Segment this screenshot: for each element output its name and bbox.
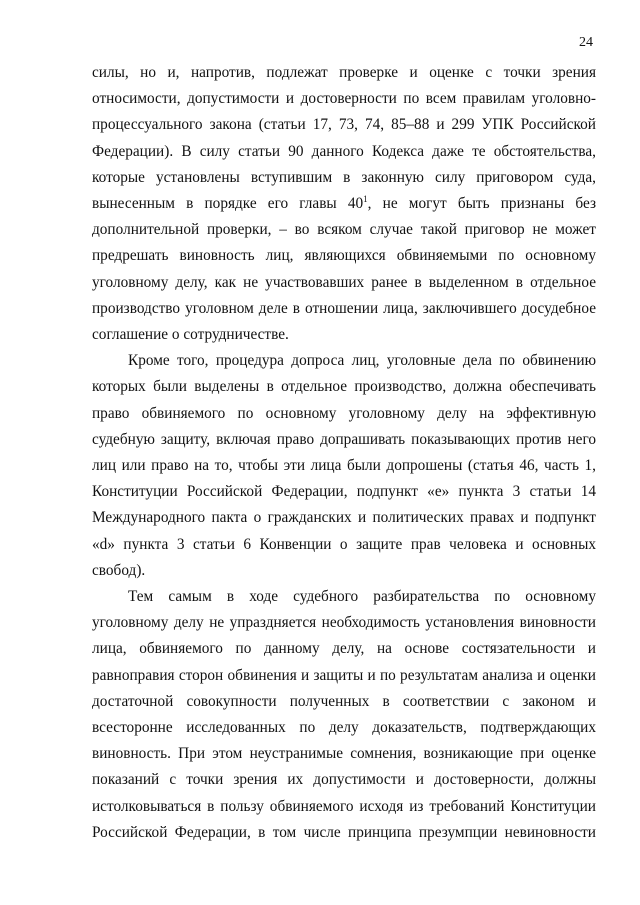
- paragraph-1-text-a: силы, но и, напротив, подлежат проверке и оценке с точки зрения относимости, допустимости и достоверности по всем правилам уголовно-процессуального закона (статьи 17, 73, 74, 85–88 и 299 УПК Российской Федерации). В силу статьи 90 данного Кодекса даже те обстоятельства, которые установлены вступившим в законную силу приговором суда, вынесенным в порядке его главы 40: [92, 64, 596, 213]
- paragraph-2: Кроме того, процедура допроса лиц, уголовные дела по обвинению которых были выделены в отдельное производство, должна обеспечивать право обвиняемого по основному уголовному делу на эффективную судебную защиту, включая право допрашивать показывающих против него лиц или право на то, чтобы эти лица были допрошены (статья 46, часть 1, Конституции Российской Федерации, подпункт «е» пункта 3 статьи 14 Международного пакта о гражданских и политических правах и подпункт «d» пункта 3 статьи 6 Конвенции о защите прав человека и основных свобод).: [92, 352, 596, 579]
- paragraph-1-text-b: , не могут быть признаны без дополнительной проверки, – во всяком случае такой приговор не может предрешать виновность лиц, являющихся обвиняемыми по основному уголовному делу, как не участвовавших ранее в выделенном в отдельное производство уголовном деле в отношении лица, заключившего досудебное соглашение о сотрудничестве.: [92, 195, 596, 344]
- chapter-superscript: 1: [363, 194, 368, 205]
- paragraph-3: Тем самым в ходе судебного разбирательства по основному уголовному делу не упраздняется необходимость установления виновности лица, обвиняемого по данному делу, на основе состязательности и равноправия сторон обвинения и защиты и по результатам анализа и оценки достаточной совокупности полученных в соответствии с законом и всесторонне исследованных по делу доказательств, подтверждающих виновность. При этом неустранимые сомнения, возникающие при оценке показаний с точки зрения их допустимости и достоверности, должны истолковываться в пользу обвиняемого исходя из требований Конституции Российской Федерации, в том числе принципа презумпции невиновности: [92, 588, 596, 841]
- document-body: [92, 60, 596, 846]
- paragraph-1: [92, 60, 596, 348]
- page-number: 24: [579, 35, 593, 50]
